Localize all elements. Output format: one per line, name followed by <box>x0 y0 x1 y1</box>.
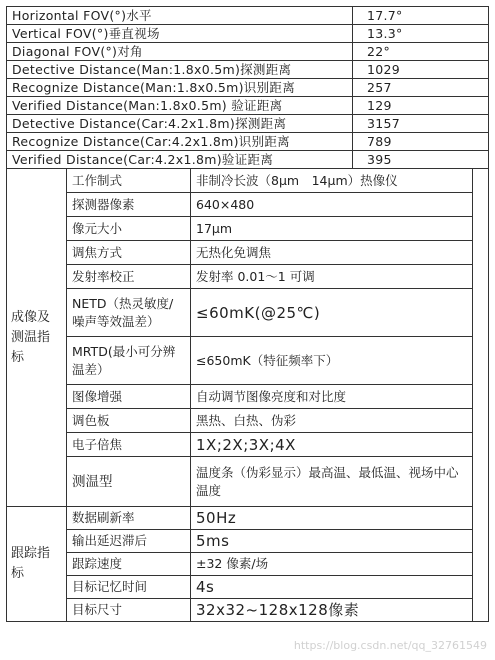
row-label: 发射率校正 <box>67 265 191 289</box>
row-value: 257 <box>353 79 489 97</box>
row-value: 3157 <box>353 115 489 133</box>
row-label: 调色板 <box>67 409 191 433</box>
row-label: Detective Distance(Car:4.2x1.8m)探测距离 <box>7 115 353 133</box>
row-value: 自动调节图像亮度和对比度 <box>191 385 473 409</box>
table-row <box>7 43 489 61</box>
row-value: 129 <box>353 97 489 115</box>
row-label: Verified Distance(Man:1.8x0.5m) 验证距离 <box>7 97 353 115</box>
row-value: 17μm <box>191 217 473 241</box>
row-label: 像元大小 <box>67 217 191 241</box>
table-row <box>7 241 489 265</box>
row-value: 13.3° <box>353 25 489 43</box>
row-label: Verified Distance(Car:4.2x1.8m)验证距离 <box>7 151 353 169</box>
table-row <box>7 61 489 79</box>
row-value: 无热化免调焦 <box>191 241 473 265</box>
row-value: 黑热、白热、伪彩 <box>191 409 473 433</box>
row-value: 1029 <box>353 61 489 79</box>
row-label: Horizontal FOV(°)水平 <box>7 7 353 25</box>
row-value: 640×480 <box>191 193 473 217</box>
table-row <box>7 97 489 115</box>
row-value: ≤650mK（特征频率下） <box>191 337 473 385</box>
row-label: MRTD(最小可分辨温差） <box>67 337 191 385</box>
category-imaging: 成像及测温指标 <box>7 169 67 507</box>
row-value: 22° <box>353 43 489 61</box>
spec-sheet <box>6 6 488 622</box>
row-label: Detective Distance(Man:1.8x0.5m)探测距离 <box>7 61 353 79</box>
category-tracking: 跟踪指标 <box>7 507 67 622</box>
row-label: 探测器像素 <box>67 193 191 217</box>
table-row <box>7 599 489 622</box>
row-label: 图像增强 <box>67 385 191 409</box>
table-row <box>7 133 489 151</box>
table-row <box>7 385 489 409</box>
table-row <box>7 265 489 289</box>
spec-table <box>6 168 489 622</box>
row-value: 温度条（伪彩显示）最高温、最低温、视场中心温度 <box>191 457 473 507</box>
row-label: Vertical FOV(°)垂直视场 <box>7 25 353 43</box>
table-row <box>7 289 489 337</box>
blank-column <box>473 169 489 622</box>
row-label: 目标尺寸 <box>67 599 191 622</box>
row-value: 50Hz <box>191 507 473 530</box>
fov-distance-table <box>6 6 489 169</box>
table-row <box>7 409 489 433</box>
table-row <box>7 151 489 169</box>
row-label: NETD（热灵敏度/噪声等效温差） <box>67 289 191 337</box>
table-row <box>7 79 489 97</box>
row-value: ±32 像素/场 <box>191 553 473 576</box>
row-value: 5ms <box>191 530 473 553</box>
table-row <box>7 553 489 576</box>
row-label: Recognize Distance(Man:1.8x0.5m)识别距离 <box>7 79 353 97</box>
watermark: https://blog.csdn.net/qq_32761549 <box>293 639 487 652</box>
row-label: Diagonal FOV(°)对角 <box>7 43 353 61</box>
table-row <box>7 25 489 43</box>
table-row <box>7 337 489 385</box>
row-value: 4s <box>191 576 473 599</box>
table-row <box>7 115 489 133</box>
row-label: 数据刷新率 <box>67 507 191 530</box>
row-value: 非制冷长波（8μm 14μm）热像仪 <box>191 169 473 193</box>
row-value: ≤60mK(@25℃) <box>191 289 473 337</box>
table-row <box>7 576 489 599</box>
row-label: 调焦方式 <box>67 241 191 265</box>
row-value: 789 <box>353 133 489 151</box>
row-label: 工作制式 <box>67 169 191 193</box>
table-row <box>7 433 489 457</box>
row-value: 395 <box>353 151 489 169</box>
row-label: 输出延迟滞后 <box>67 530 191 553</box>
row-value: 17.7° <box>353 7 489 25</box>
table-row <box>7 457 489 507</box>
table-row <box>7 217 489 241</box>
row-label: 跟踪速度 <box>67 553 191 576</box>
row-value: 发射率 0.01～1 可调 <box>191 265 473 289</box>
row-value: 1X;2X;3X;4X <box>191 433 473 457</box>
row-label: 电子倍焦 <box>67 433 191 457</box>
table-row <box>7 169 489 193</box>
row-value: 32x32~128x128像素 <box>191 599 473 622</box>
row-label: Recognize Distance(Car:4.2x1.8m)识别距离 <box>7 133 353 151</box>
table-row <box>7 7 489 25</box>
row-label: 测温型 <box>67 457 191 507</box>
table-row <box>7 193 489 217</box>
table-row <box>7 530 489 553</box>
row-label: 目标记忆时间 <box>67 576 191 599</box>
table-row <box>7 507 489 530</box>
